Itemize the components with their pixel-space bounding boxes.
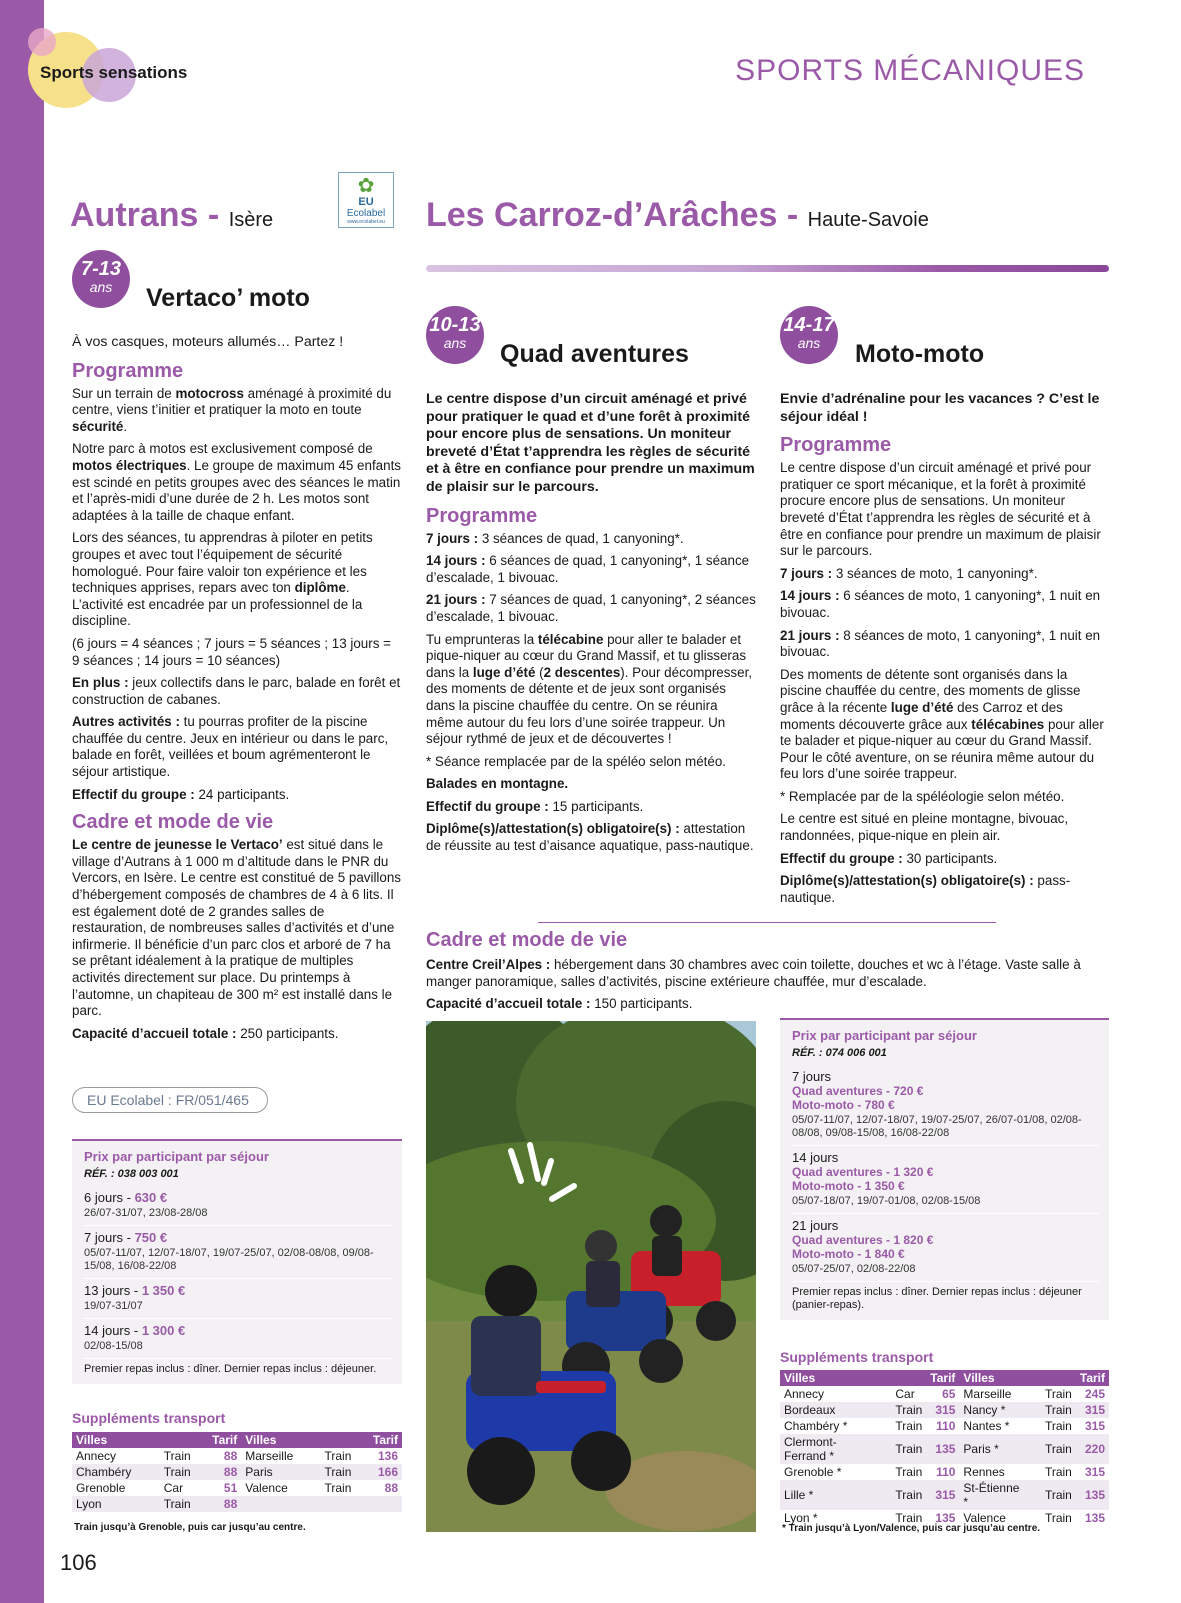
paragraph: Centre Creil’Alpes : hébergement dans 30 chambres avec coin toilette, douches et wc à l’étage. Vaste salle à manger panoramique, salles d’activités, piscine extérieure chauffée, mur d’escalade. (426, 957, 1081, 989)
price-row: 21 jours Quad aventures - 1 820 € Moto-moto - 1 840 € 05/07-25/07, 02/08-22/08 (792, 1214, 1099, 1282)
age-range: 14-17 (783, 314, 835, 336)
region-name: Haute-Savoie (807, 209, 929, 231)
paragraph: 7 jours : 3 séances de quad, 1 canyoning*. (426, 530, 684, 546)
table-row: Clermont-Ferrand * Train 135 Paris * Train 220 (780, 1434, 1109, 1464)
transport-heading: Suppléments transport (72, 1410, 226, 1426)
price-row: 7 jours - 750 € 05/07-11/07, 12/07-18/07, 19/07-25/07, 02/08-08/08, 09/08-15/08, 16/08-22/08 (84, 1226, 392, 1279)
programme-heading: Programme (780, 434, 892, 457)
transport-footnote: * Train jusqu’à Lyon/Valence, puis car jusqu’au centre. (782, 1523, 1041, 1534)
stay-title-vertaco: Vertaco’ moto (146, 284, 310, 312)
autrans-city-heading (70, 196, 273, 235)
age-unit: ans (89, 279, 113, 295)
paragraph: Tu emprunteras la télécabine pour aller te balader et pique-niquer au cœur du Grand Massif, et tu glisseras dans la luge d’été (2 descentes). Pour décompresser, des moments de détente et de jeux sont organisés dans la piscine chauffée du centre. On se réunira même autour du feu lors d’une soirée trappeur. Un séjour rythmé de jeux et de découvertes ! (426, 631, 753, 747)
quad-photo-illustration (426, 1021, 756, 1532)
autrans-price-box (72, 1139, 402, 1384)
category-tag: Sports sensations (40, 63, 188, 82)
paragraph: Effectif du groupe : 24 participants. (72, 786, 290, 802)
paragraph: * Séance remplacée par de la spéléo selon météo. (426, 753, 726, 769)
table-row: Chambéry Train 88 Paris Train 166 (72, 1464, 402, 1480)
ecolabel-text: Ecolabel (346, 207, 386, 219)
paragraph: 21 jours : 7 séances de quad, 1 canyoning*, 2 séances d’escalade, 1 bivouac. (426, 592, 756, 624)
meal-note: Premier repas inclus : dîner. Dernier repas inclus : déjeuner. (84, 1363, 377, 1375)
cadre-text (426, 957, 1109, 1019)
age-badge-quad (426, 306, 484, 364)
quad-column (426, 391, 756, 861)
stay-title-moto: Moto-moto (855, 340, 985, 368)
section-divider (538, 922, 996, 923)
programme-heading: Programme (426, 504, 538, 527)
transport-heading: Suppléments transport (780, 1349, 934, 1365)
region-name: Isère (228, 209, 274, 231)
table-row: Bordeaux Train 315 Nancy * Train 315 (780, 1402, 1109, 1418)
age-range: 10-13 (429, 314, 481, 336)
age-unit: ans (443, 335, 467, 351)
table-row: Lyon * Train 135 Valence Train 135 (784, 1511, 1105, 1525)
left-color-band (0, 0, 44, 1603)
transport-footnote: Train jusqu’à Grenoble, puis car jusqu’au centre. (74, 1522, 306, 1533)
cadre-heading: Cadre et mode de vie (426, 929, 628, 951)
paragraph: Le centre de jeunesse le Vertaco’ est situé dans le village d’Autrans à 1 000 m d’altitude dans le PNR du Vercors, en Isère. Le centre est constitué de 5 pavillons d’hébergement composés de chambres de 4 à 6 lits. Il est également doté de 2 grandes salles de restauration, de nombreuses salles d’activités et d’une infirmerie. Il bénéficie d’un parc clos et arboré de 7 ha se prêtant idéalement à la pratique de multiples activités directement sur place. Du printemps à l’automne, un chapiteau de 300 m² est installé dans le parc. (72, 837, 401, 1019)
paragraph: Capacité d’accueil totale : 150 participants. (426, 996, 693, 1012)
paragraph: Capacité d’accueil totale : 250 participants. (72, 1025, 339, 1041)
moto-column (780, 391, 1109, 912)
paragraph: Effectif du groupe : 15 participants. (426, 798, 644, 814)
city-name: Autrans - (70, 196, 229, 234)
paragraph: Diplôme(s)/attestation(s) obligatoire(s) : pass-nautique. (780, 873, 1071, 905)
paragraph: 14 jours : 6 séances de moto, 1 canyoning*, 1 nuit en bivouac. (780, 588, 1101, 620)
price-row: 14 jours - 1 300 € 02/08-15/08 (84, 1319, 392, 1359)
price-row: 7 jours Quad aventures - 720 € Moto-moto - 780 € 05/07-11/07, 12/07-18/07, 19/07-25/07, 26/07-01/08, 02/08-08/08, 09/08-15/08, 16/08-22/08 (792, 1065, 1099, 1146)
table-row: Lyon Train 88 (72, 1496, 402, 1512)
age-range: 7-13 (80, 258, 122, 280)
paragraph: Notre parc à motos est exclusivement composé de motos électriques. Le groupe de maximum 45 enfants est scindé en petits groupes avec des séances le matin et l’après-midi d’une durée de 2 h. Les motos sont adaptées à la taille de chaque enfant. (72, 441, 401, 523)
price-header: Prix par participant par séjour (84, 1149, 269, 1164)
ecolabel-registration-pill: EU Ecolabel : FR/051/465 (72, 1087, 268, 1113)
cadre-heading: Cadre et mode de vie (72, 811, 274, 834)
paragraph: Balades en montagne. (426, 776, 569, 792)
paragraph: Effectif du groupe : 30 participants. (780, 850, 998, 866)
stay-title-quad: Quad aventures (500, 340, 689, 368)
lead-text: Envie d’adrénaline pour les vacances ? C’est le séjour idéal ! (780, 391, 1100, 425)
carroz-price-box (780, 1018, 1109, 1320)
paragraph: Diplôme(s)/attestation(s) obligatoire(s) : attestation de réussite au test d’aisance aquatique, pass-nautique. (426, 821, 754, 854)
autrans-transport-table: Villes Tarif Villes Tarif Annecy Train 88 Marseille Train 136 Chambéry Train 88 Paris Train 166 Grenoble Car 51 Valence Train 88 Lyon Train 88 (72, 1432, 402, 1512)
table-row: Annecy Train 88 Marseille Train 136 (76, 1449, 398, 1463)
price-header: Prix par participant par séjour (792, 1028, 977, 1043)
paragraph: Sur un terrain de motocross aménagé à proximité du centre, viens t’initier et pratiquer la moto en toute sécurité. (72, 385, 392, 434)
price-row: 6 jours - 630 € 26/07-31/07, 23/08-28/08 (84, 1186, 392, 1226)
intro-text: À vos casques, moteurs allumés… Partez ! (72, 334, 344, 350)
price-row: 14 jours Quad aventures - 1 320 € Moto-moto - 1 350 € 05/07-18/07, 19/07-01/08, 02/08-15/08 (792, 1146, 1099, 1214)
paragraph: Lors des séances, tu apprendras à piloter en petits groupes et avec tout l’équipement de sécurité homologué. Pour faire valoir ton expérience et les techniques apprises, repars avec ton diplôme. L’activité est encadrée par un professionnel de la discipline. (72, 530, 373, 629)
paragraph: Autres activités : tu pourras profiter de la piscine chauffée du centre. Jeux en intérieur ou dans le parc, balade en forêt, veillées et boum agrémenteront le séjour artistique. (72, 714, 389, 780)
paragraph: Le centre est situé en pleine montagne, bivouac, randonnées, pique-nique en plein air. (780, 811, 1069, 844)
programme-heading: Programme (72, 359, 184, 382)
paragraph: En plus : jeux collectifs dans le parc, balade en forêt et construction de cabanes. (72, 675, 401, 707)
age-badge-moto (780, 306, 838, 364)
ecolabel-eu: EU (358, 195, 374, 208)
gradient-divider-bar (426, 265, 1109, 272)
pink-circle-decoration (28, 28, 56, 56)
paragraph: Le centre dispose d’un circuit aménagé et privé pour pratiquer ce sport mécanique, et la forêt à proximité procure encore plus de sensations. Un moniteur breveté d’État t’apprendra les règles de sécurité et à être en confiance pour prendre un maximum de plaisir sur le parcours. (780, 460, 1101, 559)
table-row: Chambéry * Train 110 Nantes * Train 315 (784, 1419, 1105, 1433)
age-badge-autrans (72, 250, 130, 308)
age-unit: ans (797, 335, 821, 351)
carroz-transport-table: Villes Tarif Villes Tarif Annecy Car 65 Marseille Train 245 Bordeaux Train 315 Nancy * Train 315 Chambéry * Train 110 Nantes * Train 315 Clermont-Ferrand * Train 135 Paris * Train 220 Grenoble * Train 110 Rennes Train 315 Lille * Train 315 St-Étienne * Train 135 Lyon * Train 135 Valence Train 135 (780, 1370, 1109, 1526)
quad-riders-photo (426, 1021, 756, 1532)
carroz-city-heading (426, 196, 929, 235)
price-ref: RÉF. : 074 006 001 (792, 1047, 887, 1059)
ecolabel-logo (338, 172, 394, 228)
ecolabel-url: www.ecolabel.eu (347, 218, 385, 225)
table-row: Annecy Car 65 Marseille Train 245 (784, 1387, 1105, 1401)
paragraph: * Remplacée par de la spéléologie selon météo. (780, 788, 1065, 804)
meal-note: Premier repas inclus : dîner. Dernier repas inclus : déjeuner (panier-repas). (792, 1286, 1082, 1311)
paragraph: 21 jours : 8 séances de moto, 1 canyoning*, 1 nuit en bivouac. (780, 627, 1101, 660)
table-row: Grenoble * Train 110 Rennes Train 315 (784, 1465, 1105, 1479)
section-title: SPORTS MÉCANIQUES (735, 54, 1085, 87)
page-number: 106 (60, 1550, 97, 1575)
city-name: Les Carroz-d’Arâches - (426, 196, 808, 234)
price-row: 13 jours - 1 350 € 19/07-31/07 (84, 1279, 392, 1319)
table-row: Grenoble Car 51 Valence Train 88 (76, 1481, 398, 1495)
paragraph: Des moments de détente sont organisés dans la piscine chauffée du centre, des moments de glisse grâce à la récente luge d’été des Carroz et des moments découverte grâce aux télécabines pour aller te balader et pique-niquer au cœur du Grand Massif. Pour le côté aventure, on se réunira même autour du feu lors d’une soirée trappeur. (780, 666, 1104, 782)
paragraph: 7 jours : 3 séances de moto, 1 canyoning*. (780, 565, 1038, 581)
lead-text: Le centre dispose d’un circuit aménagé et privé pour pratiquer le quad et d’une forêt à proximité pour encore plus de sensations. Un moniteur breveté d’État t’apprendra les règles de sécurité et à être en confiance pour prendre un maximum de plaisir sur le parcours. (426, 391, 755, 495)
paragraph: (6 jours = 4 séances ; 7 jours = 5 séances ; 13 jours = 9 séances ; 14 jours = 10 séances) (72, 635, 391, 668)
ecolabel-flower-icon: ✿ (357, 174, 375, 197)
price-ref: RÉF. : 038 003 001 (84, 1168, 179, 1180)
autrans-column (72, 334, 402, 1048)
paragraph: 14 jours : 6 séances de quad, 1 canyoning*, 1 séance d’escalade, 1 bivouac. (426, 553, 750, 585)
table-row: Lille * Train 315 St-Étienne * Train 135 (780, 1480, 1109, 1510)
